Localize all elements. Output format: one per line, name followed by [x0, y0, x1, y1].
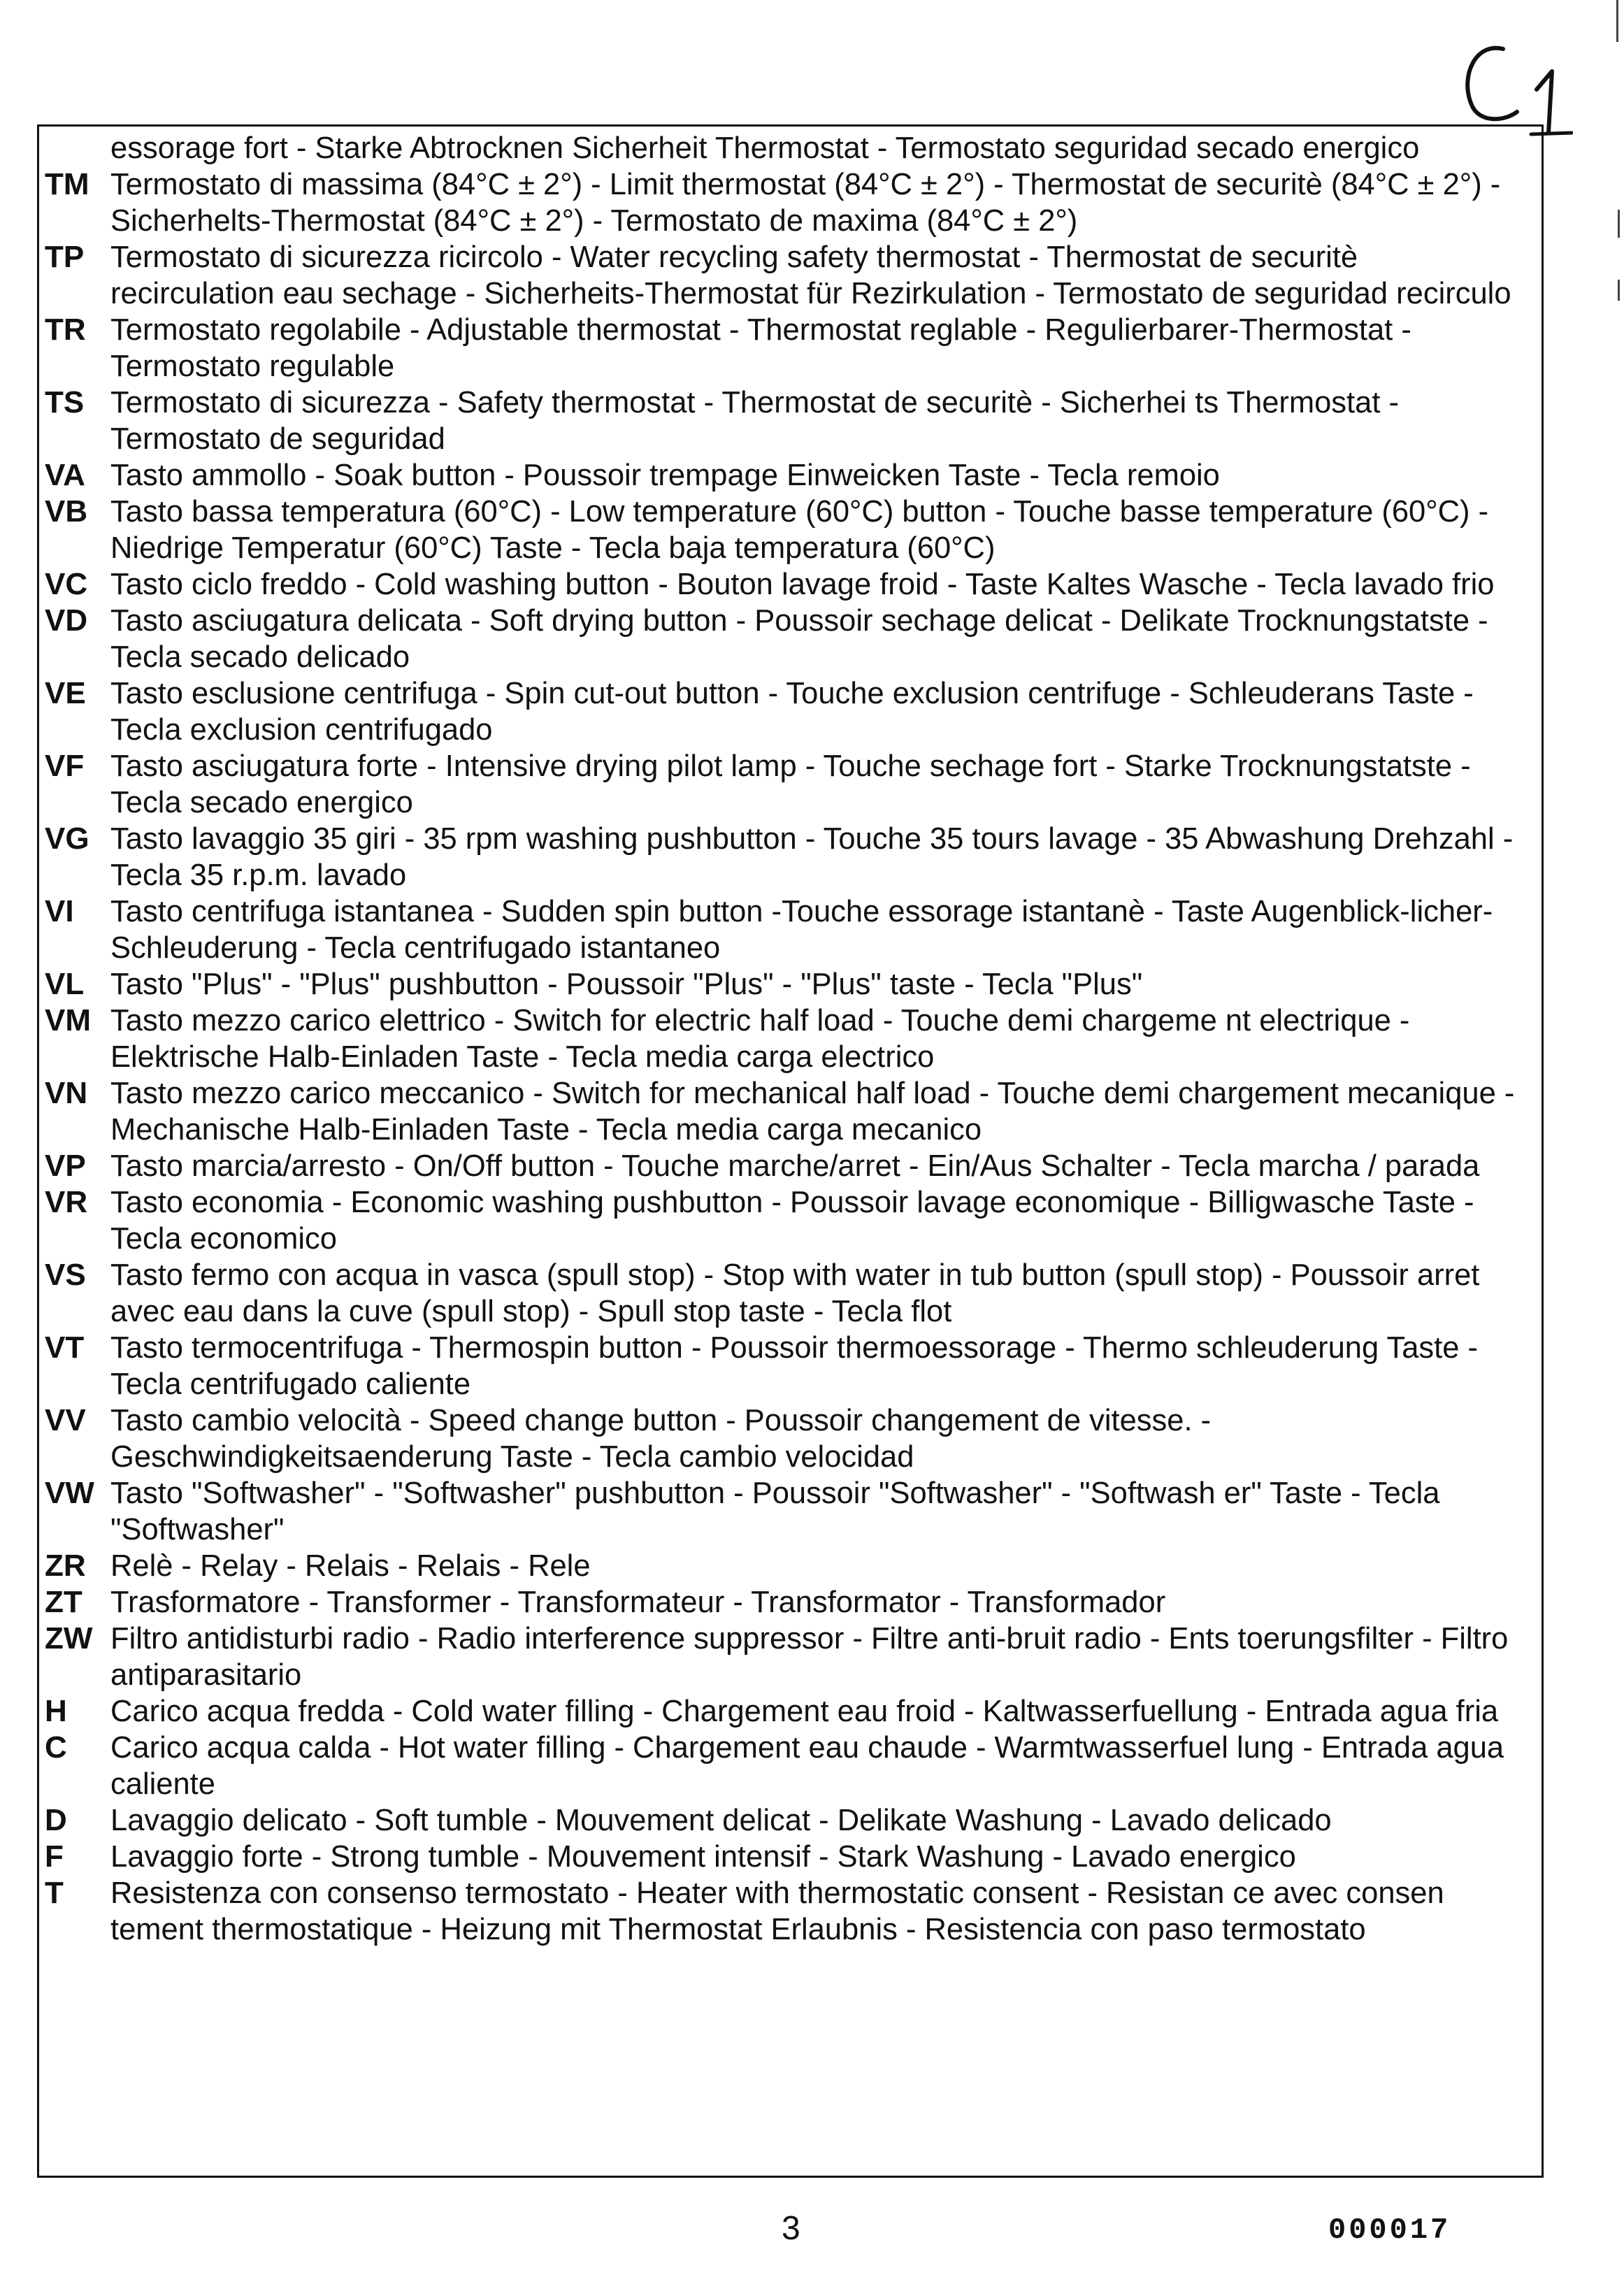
legend-code: H [45, 1694, 67, 1728]
document-code: 000017 [1328, 2213, 1451, 2247]
legend-code: VD [45, 603, 88, 638]
legend-description: Tasto marcia/arresto - On/Off button - Touche marche/arret - Ein/Aus Schalter - Tecla marcha / parada [110, 1149, 1480, 1183]
legend-description: Tasto "Softwasher" - "Softwasher" pushbutton - Poussoir "Softwasher" - "Softwash er" Taste - Tecla "Softwasher" [110, 1477, 1440, 1546]
legend-code: TP [45, 240, 85, 274]
legend-entry [42, 1584, 1545, 1621]
legend-description: Tasto termocentrifuga - Thermospin button - Poussoir thermoessorage - Thermo schleuderung Taste - Tecla centrifugado caliente [110, 1331, 1479, 1401]
legend-entry [42, 1621, 1545, 1693]
legend-code: TS [45, 385, 85, 419]
legend-description: Lavaggio delicato - Soft tumble - Mouvement delicat - Delikate Washung - Lavado delicado [110, 1804, 1332, 1837]
legend-entry [42, 821, 1545, 893]
legend-entry [42, 1257, 1545, 1330]
legend-entry [42, 166, 1545, 239]
legend-code: VB [45, 494, 88, 529]
legend-code: TM [45, 167, 89, 201]
legend-description: Tasto ciclo freddo - Cold washing button - Bouton lavage froid - Taste Kaltes Wasche - Tecla lavado frio [110, 568, 1495, 601]
legend-description: Tasto lavaggio 35 giri - 35 rpm washing pushbutton - Touche 35 tours lavage - 35 Abwashung Drehzahl - Tecla 35 r.p.m. lavado [110, 822, 1514, 892]
legend-code: T [45, 1876, 64, 1910]
legend-description: Lavaggio forte - Strong tumble - Mouvement intensif - Stark Washung - Lavado energico [110, 1840, 1296, 1874]
legend-code: VV [45, 1403, 86, 1437]
legend-entry [42, 1475, 1545, 1548]
legend-entry [42, 566, 1545, 603]
legend-entry [42, 675, 1545, 748]
legend-entry [42, 1184, 1545, 1257]
legend-code: VL [45, 967, 85, 1001]
legend-entry [42, 1875, 1545, 1948]
legend-entry [42, 130, 1545, 166]
legend-code: VW [45, 1476, 94, 1510]
legend-code: VR [45, 1185, 88, 1219]
legend-code: D [45, 1803, 67, 1837]
legend-entry [42, 312, 1545, 385]
legend-description: Termostato regolabile - Adjustable thermostat - Thermostat reglable - Regulierbarer-Thermostat - Termostato regulable [110, 313, 1411, 383]
legend-description: Tasto fermo con acqua in vasca (spull stop) - Stop with water in tub button (spull stop) - Poussoir arret avec eau dans la cuve (spull stop) - Spull stop taste - Tecla flot [110, 1258, 1480, 1328]
legend-entry [42, 893, 1545, 966]
legend-description: Tasto asciugatura forte - Intensive drying pilot lamp - Touche sechage fort - Starke Trocknungstatste - Tecla secado energico [110, 749, 1471, 819]
legend-description: Tasto ammollo - Soak button - Poussoir trempage Einweicken Taste - Tecla remoio [110, 459, 1220, 492]
component-legend-list [42, 130, 1545, 1948]
legend-description: Tasto centrifuga istantanea - Sudden spin button -Touche essorage istantanè - Taste Augenblick-licher-Schleuderung - Tecla centrifugado istantaneo [110, 895, 1493, 965]
legend-code: VN [45, 1076, 88, 1110]
legend-description: Tasto "Plus" - "Plus" pushbutton - Poussoir "Plus" - "Plus" taste - Tecla "Plus" [110, 968, 1143, 1001]
legend-entry [42, 494, 1545, 566]
legend-code: F [45, 1839, 64, 1874]
legend-code: VM [45, 1003, 91, 1037]
legend-entry [42, 1548, 1545, 1584]
legend-code: ZR [45, 1549, 86, 1583]
legend-entry [42, 1075, 1545, 1148]
legend-description: Termostato di sicurezza ricircolo - Water recycling safety thermostat - Thermostat de securitè recirculation eau sechage - Sicherheits-Thermostat für Rezirkulation - Termostato de seguridad recirculo [110, 240, 1511, 310]
legend-description: Tasto mezzo carico elettrico - Switch for electric half load - Touche demi chargeme nt electrique - Elektrische Halb-Einladen Taste - Tecla media carga electrico [110, 1004, 1410, 1074]
legend-description: Tasto economia - Economic washing pushbutton - Poussoir lavage economique - Billigwasche Taste - Tecla economico [110, 1186, 1474, 1256]
legend-description: Filtro antidisturbi radio - Radio interference suppressor - Filtre anti-bruit radio - Ents toerungsfilter - Filtro antiparasitario [110, 1622, 1509, 1692]
legend-code: VA [45, 458, 85, 492]
legend-code: VE [45, 676, 86, 710]
legend-description: Carico acqua fredda - Cold water filling - Chargement eau froid - Kaltwasserfuellung - Entrada agua fria [110, 1695, 1499, 1728]
legend-description: Tasto mezzo carico meccanico - Switch for mechanical half load - Touche demi chargement mecanique - Mechanische Halb-Einladen Taste - Tecla media carga mecanico [110, 1077, 1515, 1147]
legend-entry [42, 1402, 1545, 1475]
legend-code: VC [45, 567, 88, 601]
legend-entry [42, 457, 1545, 494]
legend-entry [42, 1148, 1545, 1184]
legend-entry [42, 1730, 1545, 1802]
legend-entry [42, 1003, 1545, 1075]
legend-code: VS [45, 1258, 86, 1292]
scan-edge-mark [1618, 280, 1620, 301]
legend-code: VP [45, 1149, 86, 1183]
legend-description: Tasto asciugatura delicata - Soft drying button - Poussoir sechage delicat - Delikate Trocknungstatste - Tecla secado delicado [110, 604, 1488, 674]
legend-code: VT [45, 1330, 85, 1365]
legend-description: Trasformatore - Transformer - Transformateur - Transformator - Transformador [110, 1586, 1166, 1619]
scan-edge-mark [1616, 0, 1618, 42]
legend-description: Tasto esclusione centrifuga - Spin cut-out button - Touche exclusion centrifuge - Schleuderans Taste - Tecla exclusion centrifugado [110, 677, 1474, 747]
legend-description: Termostato di sicurezza - Safety thermostat - Thermostat de securitè - Sicherhei ts Thermostat - Termostato de seguridad [110, 386, 1399, 456]
legend-entry [42, 1693, 1545, 1730]
legend-description: Relè - Relay - Relais - Relais - Rele [110, 1549, 591, 1583]
legend-code: VG [45, 821, 89, 856]
page-number: 3 [782, 2210, 800, 2247]
legend-code: ZT [45, 1585, 82, 1619]
legend-entry [42, 385, 1545, 457]
legend-code: C [45, 1730, 67, 1765]
legend-description: Tasto bassa temperatura (60°C) - Low temperature (60°C) button - Touche basse temperature (60°C) - Niedrige Temperatur (60°C) Taste - Tecla baja temperatura (60°C) [110, 495, 1489, 565]
legend-description: Termostato di massima (84°C ± 2°) - Limit thermostat (84°C ± 2°) - Thermostat de securitè (84°C ± 2°) - Sicherhelts-Thermostat (84°C ± 2°) - Termostato de maxima (84°C ± 2°) [110, 168, 1501, 238]
legend-description: Tasto cambio velocità - Speed change button - Poussoir changement de vitesse. - Geschwindigkeitsaenderung Taste - Tecla cambio velocidad [110, 1404, 1212, 1474]
legend-description: Carico acqua calda - Hot water filling - Chargement eau chaude - Warmtwasserfuel lung - Entrada agua caliente [110, 1731, 1504, 1801]
legend-entry [42, 1839, 1545, 1875]
legend-entry [42, 603, 1545, 675]
legend-code: VF [45, 749, 85, 783]
legend-entry [42, 966, 1545, 1003]
legend-code: VI [45, 894, 74, 928]
legend-entry [42, 1330, 1545, 1402]
legend-entry [42, 748, 1545, 821]
scan-edge-mark [1618, 210, 1620, 238]
legend-code: TR [45, 313, 86, 347]
legend-entry [42, 239, 1545, 312]
legend-entry [42, 1802, 1545, 1839]
legend-code: ZW [45, 1621, 93, 1655]
legend-description: essorage fort - Starke Abtrocknen Sicherheit Thermostat - Termostato seguridad secado energico [110, 131, 1420, 165]
legend-description: Resistenza con consenso termostato - Heater with thermostatic consent - Resistan ce avec consen tement thermostatique - Heizung mit Thermostat Erlaubnis - Resistencia con paso termostato [110, 1876, 1444, 1946]
